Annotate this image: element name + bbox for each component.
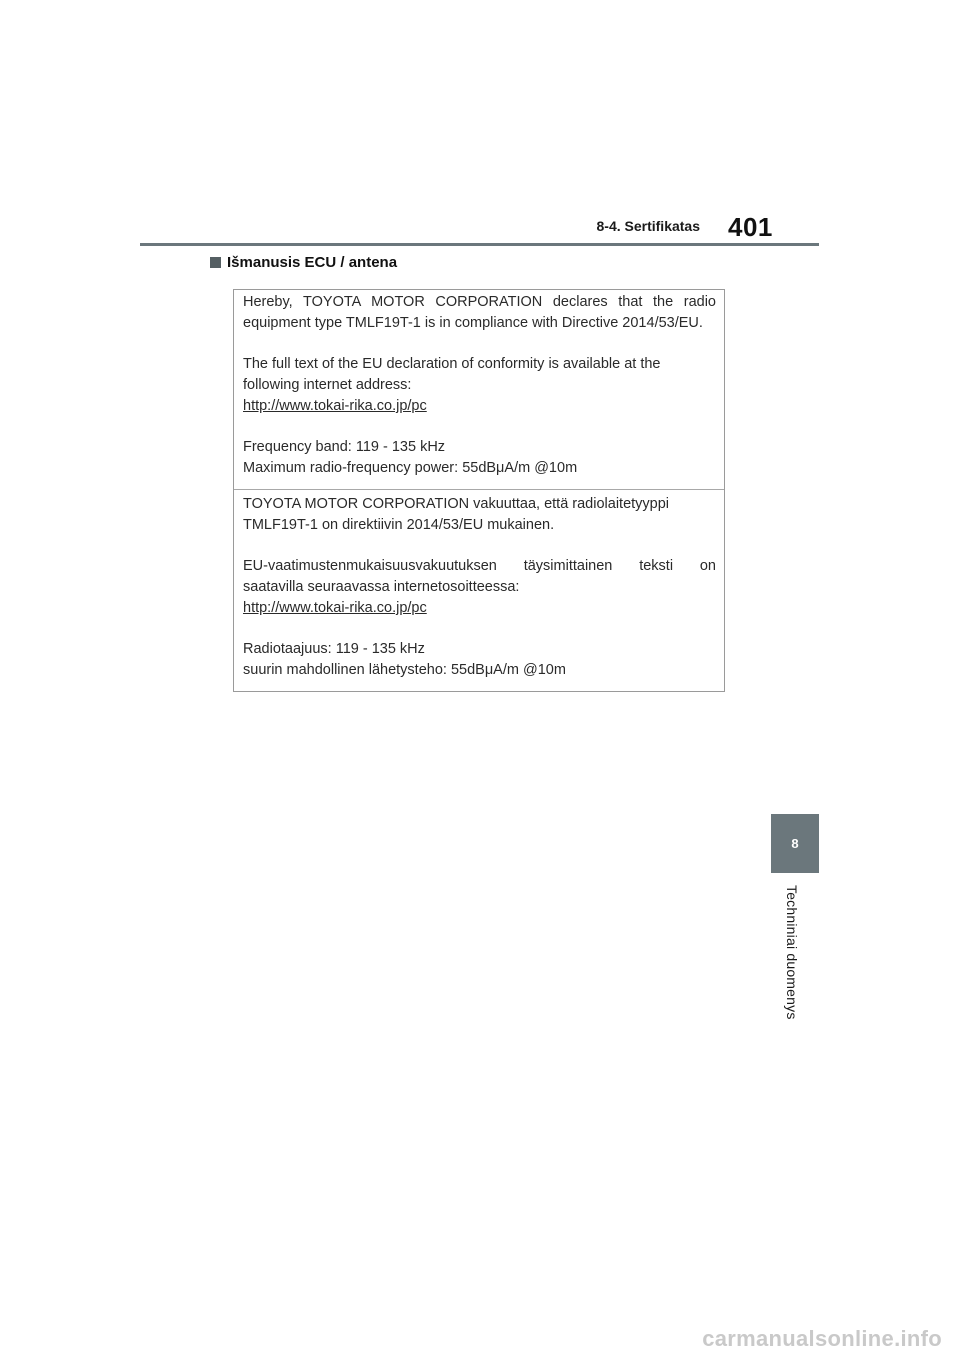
declaration-line: TMLF19T-1 on direktiivin 2014/53/EU mukainen. (243, 517, 555, 533)
chapter-tab: 8 (771, 814, 819, 873)
conformity-line: The full text of the EU declaration of conformity is available at the (243, 356, 661, 372)
page-number: 401 (728, 212, 773, 242)
frequency-text: Radiotaajuus: 119 - 135 kHz (243, 641, 425, 657)
watermark: carmanualsonline.info (702, 1326, 942, 1351)
header-section-title: 8-4. Sertifikatas (596, 218, 700, 234)
conformity-line: following internet address: (243, 377, 412, 393)
declaration-url-link[interactable]: http://www.tokai-rika.co.jp/pc (243, 600, 427, 616)
frequency-text: Frequency band: 119 - 135 kHz (243, 439, 446, 455)
certificate-box (233, 289, 725, 692)
certificate-english (243, 292, 716, 479)
chapter-label: Techniniai duomenys (784, 885, 800, 1020)
square-bullet-icon (210, 257, 221, 268)
conformity-line: saatavilla seuraavassa internetosoitteessa: (243, 579, 520, 595)
power-text: Maximum radio-frequency power: 55dBμA/m @10m (243, 460, 578, 476)
declaration-url-link[interactable]: http://www.tokai-rika.co.jp/pc (243, 398, 427, 414)
power-text: suurin mahdollinen lähetysteho: 55dBμA/m @10m (243, 662, 566, 678)
section-heading (210, 254, 397, 271)
header-divider (140, 243, 819, 246)
conformity-line: EU-vaatimustenmukaisuusvakuutuksen täysimittainen teksti on (243, 558, 716, 574)
certificate-finnish (243, 494, 716, 681)
declaration-line: equipment type TMLF19T-1 is in compliance with Directive 2014/53/EU. (243, 315, 703, 331)
section-heading-text: Išmanusis ECU / antena (227, 254, 398, 271)
declaration-line: TOYOTA MOTOR CORPORATION vakuuttaa, että radiolaitetyyppi (243, 496, 670, 512)
url-row (243, 396, 716, 417)
certificate-divider (234, 489, 724, 490)
url-row (243, 598, 716, 619)
declaration-line: Hereby, TOYOTA MOTOR CORPORATION declares that the radio (243, 294, 716, 310)
